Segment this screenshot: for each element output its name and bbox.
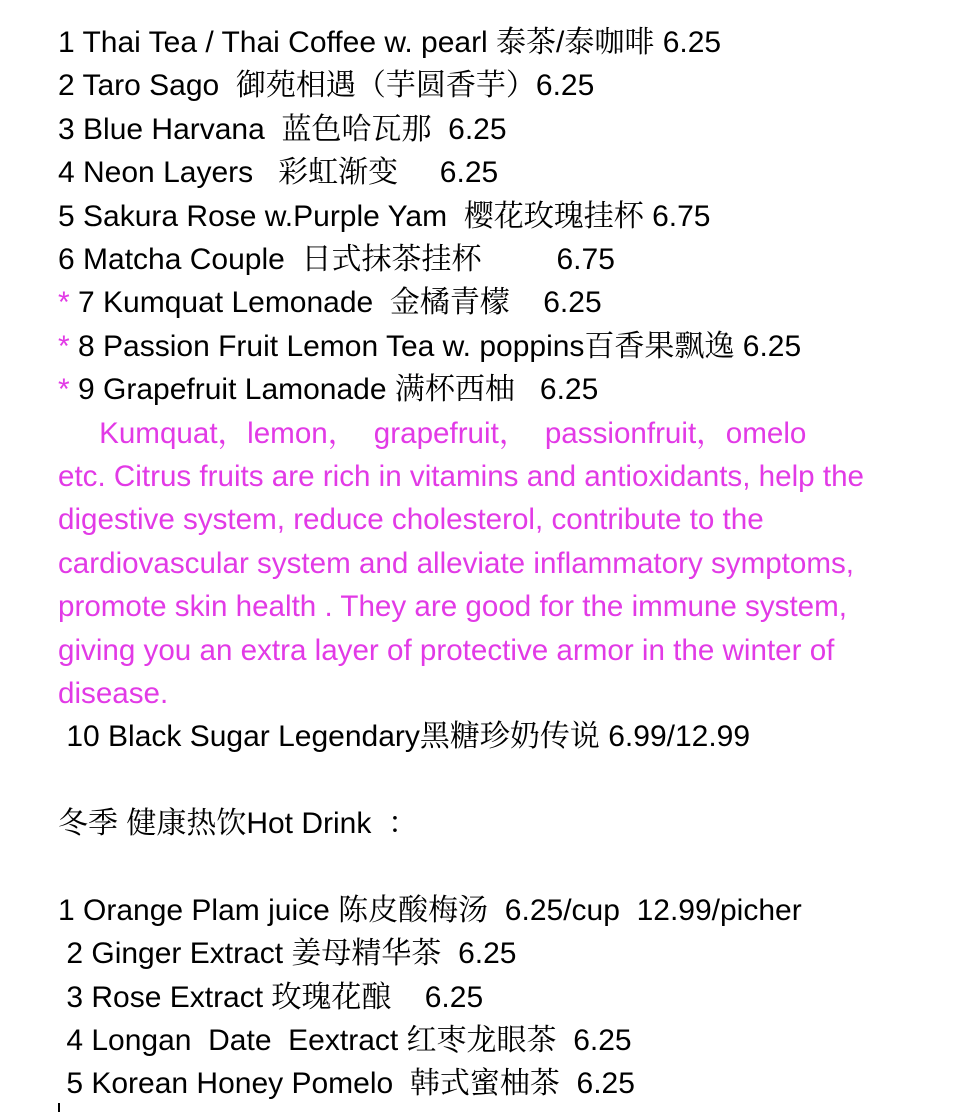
hot-item-1: 1 Orange Plam juice 陈皮酸梅汤 6.25/cup 12.99/picher bbox=[58, 893, 802, 927]
menu-item-label: 7 Kumquat Lemonade 金橘青檬 6.25 bbox=[69, 286, 602, 320]
menu-item-1: 1 Thai Tea / Thai Coffee w. pearl 泰茶/泰咖啡 6.25 bbox=[58, 26, 722, 59]
menu-item-3: 3 Blue Harvana 蓝色哈瓦那 6.25 bbox=[58, 112, 507, 146]
hot-drinks-list bbox=[58, 889, 980, 1106]
menu-item-10: 10 Black Sugar Legendary黑糖珍奶传说 6.99/12.99 bbox=[58, 720, 751, 754]
menu-item-9 bbox=[58, 368, 980, 411]
menu-item-label: 8 Passion Fruit Lemon Tea w. poppins百香果飘逸 6.25 bbox=[69, 329, 802, 363]
menu-item-7 bbox=[58, 281, 980, 324]
citrus-note bbox=[58, 412, 876, 716]
menu-item-5: 5 Sakura Rose w.Purple Yam 樱花玫瑰挂杯 6.75 bbox=[58, 199, 711, 233]
menu-item-6: 6 Matcha Couple 日式抹茶挂杯 6.75 bbox=[58, 242, 615, 276]
menu-item-label: 9 Grapefruit Lamonade 满杯西柚 6.25 bbox=[69, 373, 599, 407]
menu-item-8 bbox=[58, 325, 980, 368]
hot-item-4: 4 Longan Date Eextract 红枣龙眼茶 6.25 bbox=[58, 1024, 632, 1058]
menu-item-4: 4 Neon Layers 彩虹渐变 6.25 bbox=[58, 156, 499, 190]
citrus-note-first-line: Kumquat，lemon， grapefruit， passionfruit，omelo bbox=[58, 416, 807, 450]
spacer bbox=[58, 846, 980, 889]
spacer bbox=[58, 759, 980, 802]
menu-item-2: 2 Taro Sago 御苑相遇（芋圆香芋）6.25 bbox=[58, 69, 595, 103]
asterisk-marker: * bbox=[58, 373, 70, 407]
hot-item-3: 3 Rose Extract 玫瑰花酿 6.25 bbox=[58, 980, 484, 1014]
asterisk-marker: * bbox=[58, 329, 70, 363]
hot-drinks-heading: 冬季 健康热饮Hot Drink ： bbox=[58, 807, 419, 841]
cold-drinks-list bbox=[58, 21, 980, 759]
citrus-note-body: etc. Citrus fruits are rich in vitamins and antioxidants, help the digestive system, reduce cholesterol, contribute to the cardiovascular system and alleviate inflammatory symptoms, promote skin health . They are good for the immune system, giving you an extra layer of protective armor in the winter of disease. bbox=[58, 459, 864, 710]
text-cursor bbox=[58, 1103, 60, 1112]
hot-item-2: 2 Ginger Extract 姜母精华茶 6.25 bbox=[58, 937, 517, 971]
hot-item-5: 5 Korean Honey Pomelo 韩式蜜柚茶 6.25 bbox=[58, 1067, 635, 1101]
asterisk-marker: * bbox=[58, 286, 70, 320]
